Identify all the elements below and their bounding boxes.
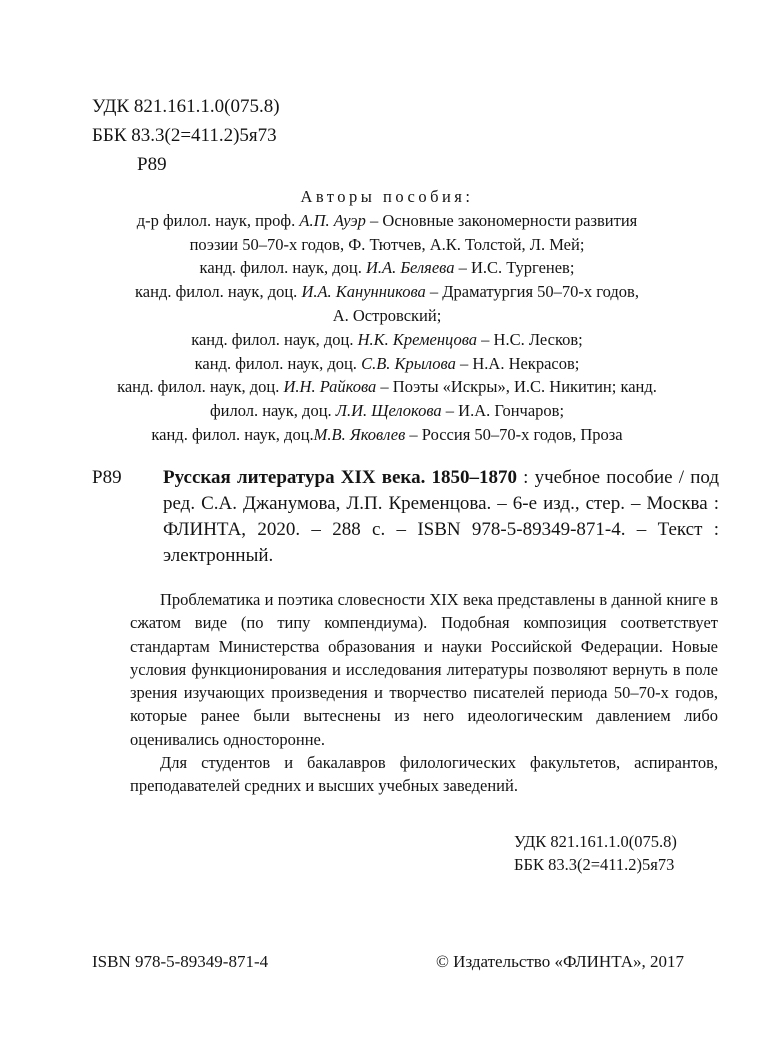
author-line: канд. филол. наук, доц.М.В. Яковлев – Россия 50–70-х годов, Проза bbox=[151, 424, 623, 444]
author-line: д-р филол. наук, проф. А.П. Ауэр – Основные закономерности развития bbox=[136, 210, 638, 230]
classification-codes-bottom bbox=[514, 830, 677, 876]
author-line: А. Островский; bbox=[332, 305, 442, 325]
annotation-audience: Для студентов и бакалавров филологических факультетов, аспирантов, преподавателей средних и высших учебных заведений. bbox=[130, 753, 718, 796]
authors-heading: Авторы пособия: bbox=[300, 187, 474, 206]
author-line: канд. филол. наук, доц. Н.К. Кременцова – Н.С. Лесков; bbox=[191, 329, 583, 349]
udk-code: УДК 821.161.1.0(075.8) bbox=[92, 96, 280, 117]
bbk-code: ББК 83.3(2=411.2)5я73 bbox=[92, 125, 277, 146]
copyright: © Издательство «ФЛИНТА», 2017 bbox=[436, 952, 685, 971]
annotation bbox=[130, 588, 718, 798]
author-mark: Р89 bbox=[137, 154, 167, 175]
author-line: канд. филол. наук, доц. И.Н. Райкова – Поэты «Искры», И.С. Никитин; канд. bbox=[117, 377, 657, 397]
catalog-details: : учебное пособие / под ред. С.А. Джанумова, Л.П. Кременцова. – 6-е изд., стер. – Москва : ФЛИНТА, 2020. – 288 с. – ISBN 978-5-89349-871-4. – Текст : электронный. bbox=[163, 467, 719, 566]
author-line: канд. филол. наук, доц. И.А. Канунникова – Драматургия 50–70-х годов, bbox=[135, 282, 639, 302]
authors-block bbox=[0, 185, 774, 447]
annotation-paragraph: Проблематика и поэтика словесности XIX века представлены в данной книге в сжатом виде (по типу компендиума). Подобная композиция соответствует стандартам Министерства образования и науки Российской Федерации. Новые условия функционирования и исследования литературы позволяют вернуть в поле зрения изучающих произведения и творчество писателей периода 50–70-х годов, которые ранее были вытеснены из него идеологическим давлением либо оценивались односторонне. bbox=[130, 590, 718, 749]
catalog-code: Р89 bbox=[92, 467, 122, 488]
author-line: филол. наук, доц. Л.И. Щелокова – И.А. Гончаров; bbox=[209, 401, 565, 421]
book-title: Русская литература XIX века. 1850–1870 bbox=[163, 467, 518, 488]
author-line: канд. филол. наук, доц. И.А. Беляева – И.С. Тургенев; bbox=[199, 258, 575, 278]
bbk-code: ББК 83.3(2=411.2)5я73 bbox=[514, 855, 675, 874]
udk-code: УДК 821.161.1.0(075.8) bbox=[514, 832, 677, 851]
catalog-entry bbox=[163, 465, 719, 569]
author-line: канд. филол. наук, доц. С.В. Крылова – Н.А. Некрасов; bbox=[194, 353, 580, 373]
author-line: поэзии 50–70-х годов, Ф. Тютчев, А.К. Толстой, Л. Мей; bbox=[189, 234, 585, 254]
isbn: ISBN 978-5-89349-871-4 bbox=[92, 952, 269, 971]
classification-codes-top bbox=[92, 92, 280, 179]
